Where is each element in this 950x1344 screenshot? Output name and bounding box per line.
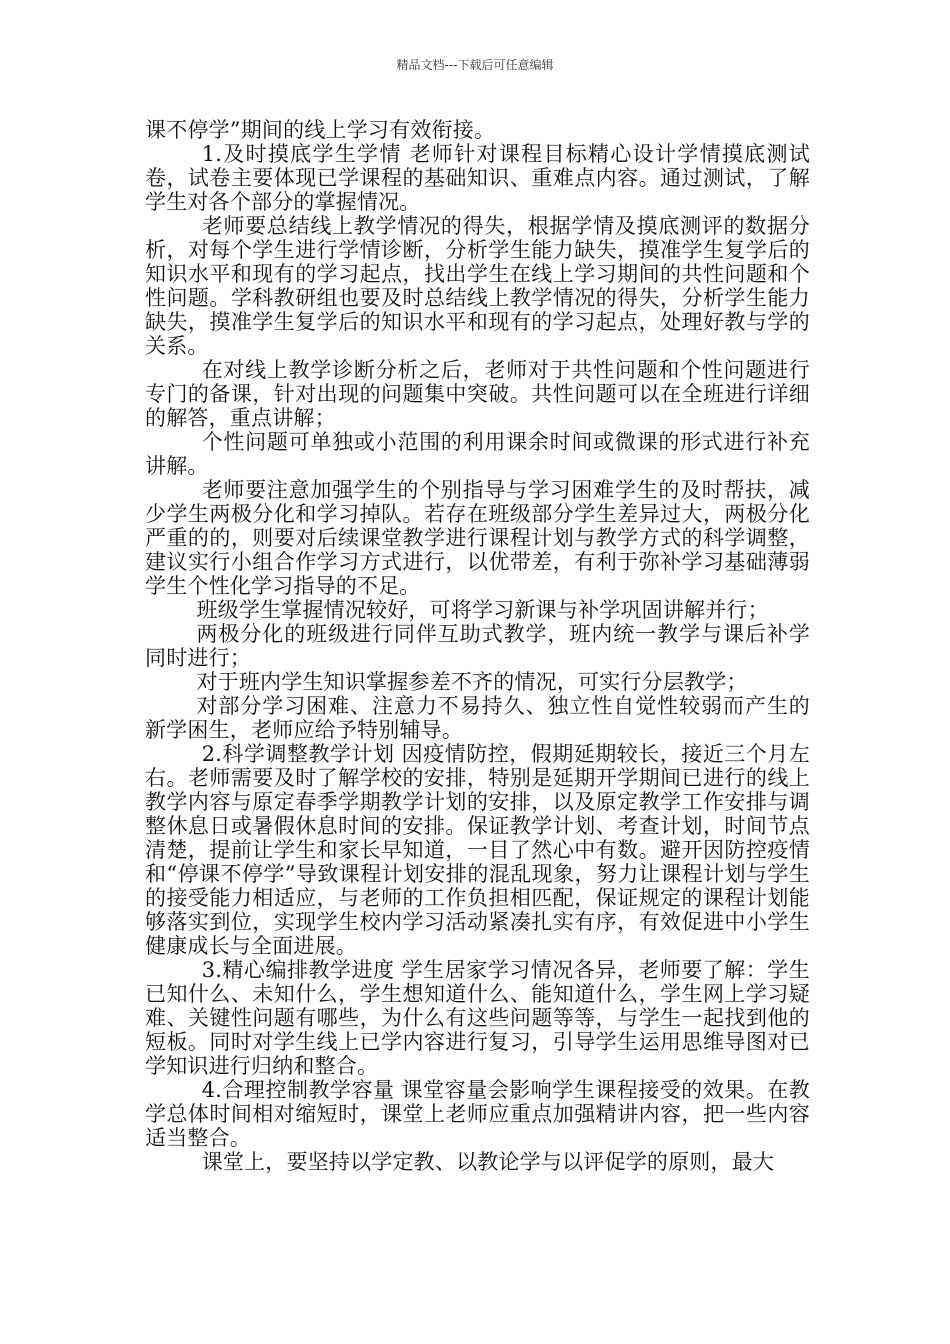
paragraph: 2.科学调整教学计划 因疫情防控，假期延期较长，接近三个月左右。老师需要及时了解学校的安排，特别是延期开学期间已进行的线上教学内容与原定春季学期教学计划的安排，以及原定教学工作安排与调整休息日或暑假休息时间的安排。保证教学计划、考查计划，时间节点清楚，提前让学生和家长早知道，一目了然心中有数。避开因防控疫情和“停课不停学”导致课程计划安排的混乱现象，努力让课程计划与学生的接受能力相适应，与老师的工作负担相匹配，保证规定的课程计划能够落实到位，实现学生校内学习活动紧凑扎实有序，有效促进中小学生健康成长与全面进展。	[145, 742, 810, 958]
paragraph: 班级学生掌握情况较好，可将学习新课与补学巩固讲解并行；	[196, 598, 769, 622]
document-body	[145, 118, 810, 1174]
page-header: 精品文档---下载后可任意编辑	[396, 58, 554, 72]
paragraph: 对部分学习困难、注意力不易持久、独立性自觉性较弱而产生的新学困生，老师应给予特别辅导。	[145, 694, 810, 742]
paragraph: 个性问题可单独或小范围的利用课余时间或微课的形式进行补充讲解。	[145, 430, 810, 478]
paragraph: 老师要总结线上教学情况的得失，根据学情及摸底测评的数据分析，对每个学生进行学情诊断，分析学生能力缺失，摸准学生复学后的知识水平和现有的学习起点，找出学生在线上学习期间的共性问题和个性问题。学科教研组也要及时总结线上教学情况的得失，分析学生能力缺失，摸准学生复学后的知识水平和现有的学习起点，处理好教与学的关系。	[145, 214, 810, 358]
paragraph: 4.合理控制教学容量 课堂容量会影响学生课程接受的效果。在教学总体时间相对缩短时，课堂上老师应重点加强精讲内容，把一些内容适当整合。	[145, 1078, 810, 1150]
paragraph: 两极分化的班级进行同伴互助式教学，班内统一教学与课后补学同时进行；	[145, 622, 810, 670]
paragraph: 对于班内学生知识掌握参差不齐的情况，可实行分层教学；	[196, 670, 748, 694]
paragraph: 老师要注意加强学生的个别指导与学习困难学生的及时帮扶，减少学生两极分化和学习掉队。若存在班级部分学生差异过大，两极分化严重的的，则要对后续课堂教学进行课程计划与教学方式的科学调整，建议实行小组合作学习方式进行，以优带差，有利于弥补学习基础薄弱学生个性化学习指导的不足。	[145, 478, 810, 598]
paragraph: 1.及时摸底学生学情 老师针对课程目标精心设计学情摸底测试卷，试卷主要体现已学课程的基础知识、重难点内容。通过测试，了解学生对各个部分的掌握情况。	[145, 142, 810, 214]
paragraph: 课堂上，要坚持以学定教、以教论学与以评促学的原则，最大	[201, 1150, 775, 1174]
paragraph: 在对线上教学诊断分析之后，老师对于共性问题和个性问题进行专门的备课，针对出现的问题集中突破。共性问题可以在全班进行详细的解答，重点讲解；	[145, 358, 810, 430]
paragraph: 3.精心编排教学进度 学生居家学习情况各异，老师要了解：学生已知什么、未知什么，学生想知道什么、能知道什么，学生网上学习疑难、关键性问题有哪些，为什么有这些问题等等，与学生一起找到他的短板。同时对学生线上已学内容进行复习，引导学生运用思维导图对已学知识进行归纳和整合。	[145, 958, 810, 1078]
paragraph: 课不停学”期间的线上学习有效衔接。	[145, 118, 496, 142]
